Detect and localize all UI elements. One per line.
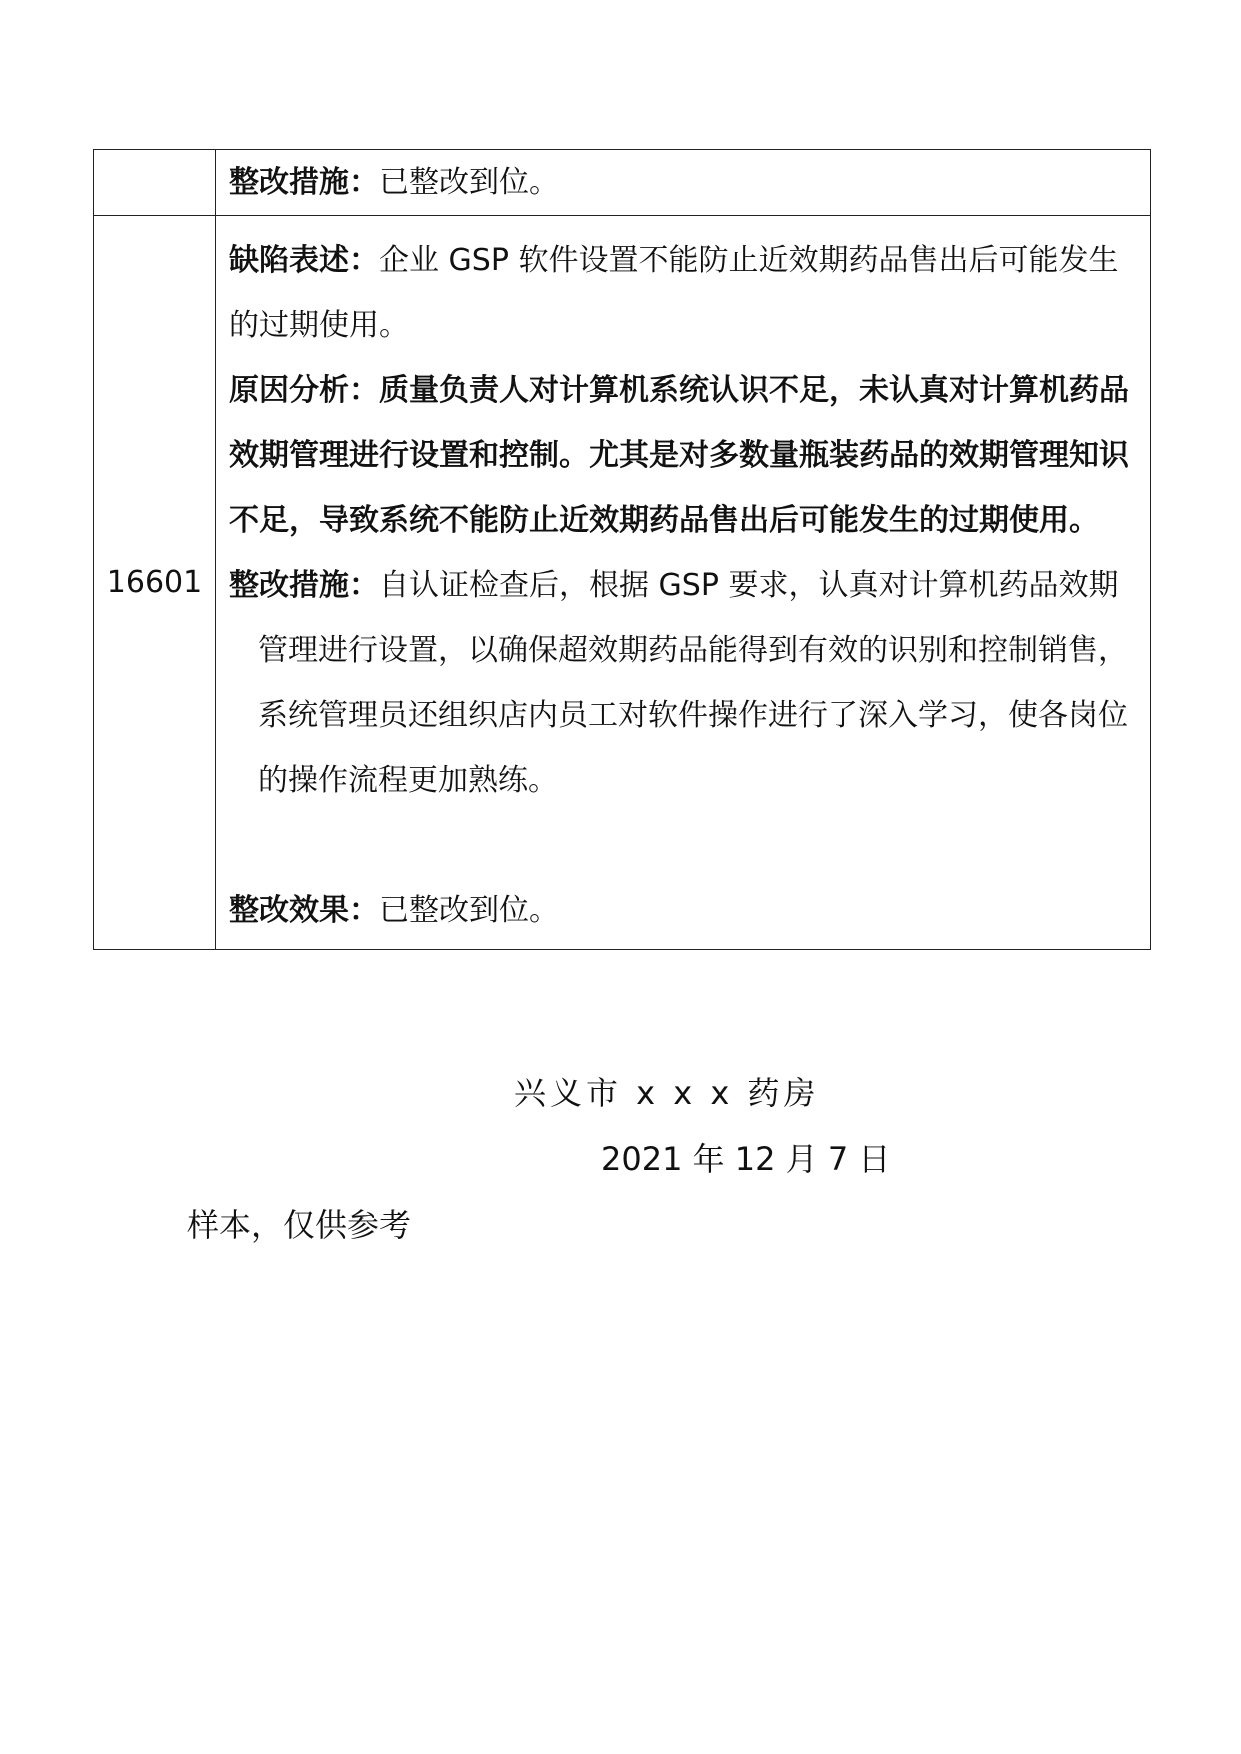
rectification-text: 已整改到位。	[379, 165, 559, 200]
sample-note: 样本，仅供参考	[187, 1206, 412, 1244]
defect-label: 缺陷表述：	[229, 243, 379, 278]
rectification-paragraph	[229, 151, 1140, 215]
signature-company: 兴义市 x x x 药房	[514, 1074, 820, 1112]
table-row	[94, 216, 1151, 950]
effect-text: 已整改到位。	[379, 893, 559, 928]
effect-paragraph	[229, 878, 1140, 943]
cause-paragraph	[229, 358, 1140, 553]
rectification-label: 整改措施：	[229, 165, 379, 200]
effect-label: 整改效果：	[229, 893, 379, 928]
item-code-cell	[94, 150, 216, 216]
content-cell	[216, 216, 1151, 950]
content-cell	[216, 150, 1151, 216]
table-row	[94, 150, 1151, 216]
defect-text: 企业 GSP 软件设置不能防止近效期药品售出后可能发生的过期使用。	[229, 243, 1119, 343]
defect-paragraph	[229, 228, 1140, 358]
measures-paragraph	[229, 553, 1140, 813]
measures-text: 自认证检查后，根据 GSP 要求，认真对计算机药品效期管理进行设置，以确保超效期药品能得到有效的识别和控制销售，系统管理员还组织店内员工对软件操作进行了深入学习，使各岗位的操作流程更加熟练。	[258, 568, 1128, 798]
blank-line	[229, 813, 1140, 878]
rectification-table	[93, 149, 1151, 950]
signature-date: 2021 年 12 月 7 日	[601, 1140, 891, 1178]
measures-label: 整改措施：	[229, 568, 379, 603]
item-code-cell: 16601	[94, 216, 216, 950]
cause-label: 原因分析：	[229, 373, 379, 408]
cause-text: 质量负责人对计算机系统认识不足，未认真对计算机药品效期管理进行设置和控制。尤其是对多数量瓶装药品的效期管理知识不足，导致系统不能防止近效期药品售出后可能发生的过期使用。	[229, 373, 1129, 538]
